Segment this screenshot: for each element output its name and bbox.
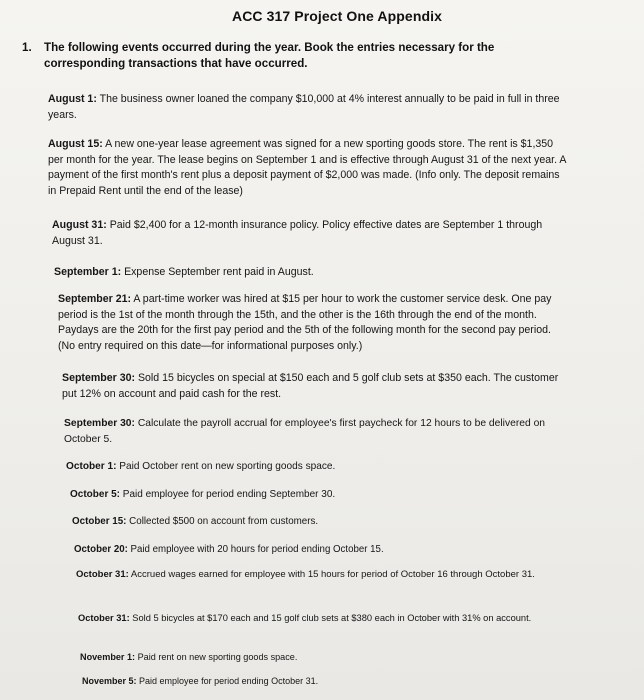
entry-text: Accrued wages earned for employee with 15 hours for period of October 16 through October 31. (128, 569, 535, 580)
entry-date: October 31: (76, 569, 129, 580)
instruction-number: 1. (22, 41, 32, 54)
entry-text: Expense September rent paid in August. (121, 266, 314, 278)
entry-date: October 20: (74, 544, 128, 555)
entry-text: A new one-year lease agreement was signed for a new sporting goods store. The rent is $1,350 per month for the year. The lease begins on September 1 and is effective through August 31 of the next year. A payment of the first month's rent plus a deposit payment of $2,000 was made. (Info only. The deposit remains in Prepaid Rent until the end of the lease) (48, 138, 566, 197)
entry-oct-31-sales (78, 611, 548, 625)
entry-text: Paid $2,400 for a 12-month insurance policy. Policy effective dates are September 1 through August 31. (52, 219, 543, 247)
entry-date: August 31: (52, 219, 107, 231)
entry-date: September 21: (58, 293, 132, 305)
entry-date: October 15: (72, 516, 127, 527)
entry-sep-30-payroll (64, 416, 559, 447)
page-title: ACC 317 Project One Appendix (232, 8, 442, 24)
entry-text: Calculate the payroll accrual for employee's first paycheck for 12 hours to be delivered on October 5. (64, 418, 546, 445)
entry-date: November 5: (82, 676, 137, 686)
entry-oct-1 (66, 459, 556, 475)
entry-date: August 1: (48, 93, 97, 105)
entry-aug-15 (48, 137, 568, 199)
entry-text: Sold 15 bicycles on special at $150 each and 5 golf club sets at $350 each. The customer put 12% on account and paid cash for the rest. (62, 372, 559, 400)
entry-text: Sold 5 bicycles at $170 each and 15 golf club sets at $380 each in October with 31% on account. (129, 613, 532, 623)
entry-text: A part-time worker was hired at $15 per hour to work the customer service desk. One pay period is the 1st of the month through the 15th, and the other is the 16th through the end of the month. Paydays are the 20th for the first pay period and the 5th of the following month for the second pay period. (No entry required on this date—for informational purposes only.) (58, 293, 552, 352)
entry-text: Paid employee with 20 hours for period ending October 15. (127, 544, 384, 555)
entry-date: October 31: (78, 613, 130, 623)
entry-text: Collected $500 on account from customers. (126, 516, 319, 527)
entry-sep-1 (54, 265, 564, 281)
entry-date: October 1: (66, 461, 117, 472)
entry-aug-1 (48, 92, 568, 123)
entry-oct-15 (72, 514, 550, 530)
entry-nov-5 (82, 674, 542, 690)
entry-text: The business owner loaned the company $10,000 at 4% interest annually to be paid in full in three years. (48, 93, 560, 121)
entry-oct-20 (74, 542, 544, 558)
entry-date: September 30: (62, 372, 136, 384)
entry-date: September 1: (54, 266, 122, 278)
entry-date: October 5: (70, 489, 121, 500)
entry-oct-31-wages (76, 568, 546, 582)
entry-nov-1 (80, 650, 540, 666)
entry-text: Paid employee for period ending September 30. (120, 489, 336, 500)
entry-date: August 15: (48, 138, 103, 150)
entry-text: Paid October rent on new sporting goods space. (116, 461, 336, 472)
entry-sep-21 (58, 292, 563, 354)
entry-date: November 1: (80, 652, 136, 662)
entry-oct-5 (70, 487, 550, 503)
entry-date: September 30: (64, 418, 135, 429)
entry-aug-31 (52, 218, 568, 249)
entry-text: Paid rent on new sporting goods space. (135, 652, 298, 662)
entry-text: Paid employee for period ending October 31. (136, 676, 319, 686)
entry-sep-30-sales (62, 371, 562, 402)
instruction-text: The following events occurred during the year. Book the entries necessary for the corresponding transactions that have occurred. (44, 41, 495, 70)
